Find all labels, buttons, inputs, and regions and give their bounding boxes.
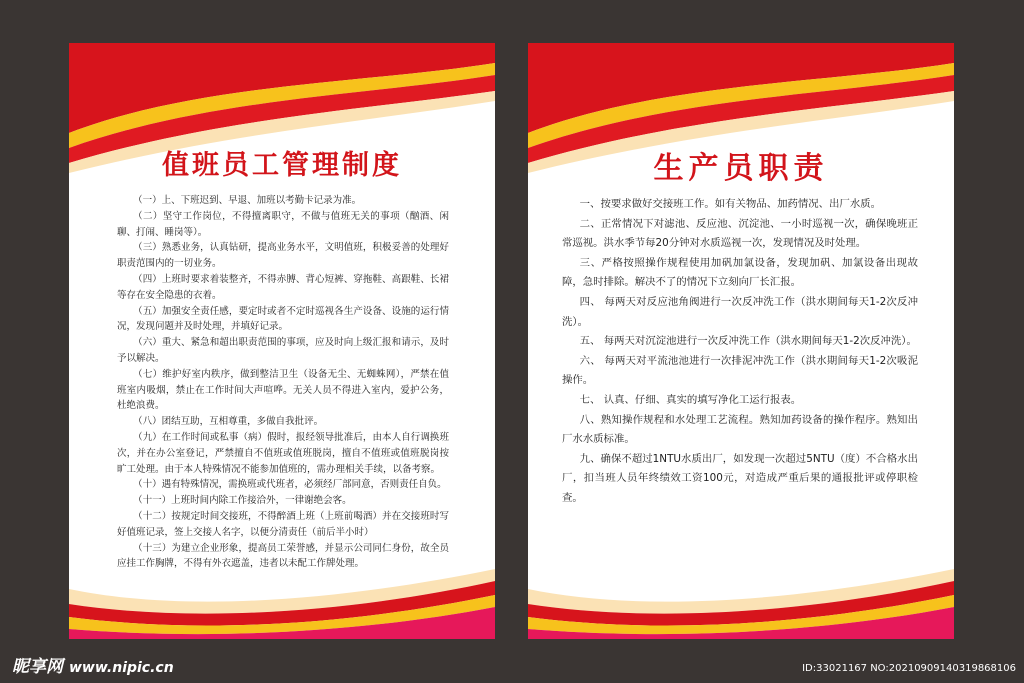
left-board-title: 值班员工管理制度: [162, 150, 402, 181]
left-paragraph: （八）团结互助，互相尊重，多做自我批评。: [133, 416, 324, 428]
right-paragraph: 八、熟知操作规程和水处理工艺流程。熟知加药设备的操作程序。熟知出厂水水质标准。: [562, 413, 918, 446]
right-paragraph: 五、 每两天对沉淀池进行一次反冲洗工作（洪水期间每天1-2次反冲洗）。: [579, 335, 917, 348]
watermark-logo: [12, 652, 174, 677]
left-paragraph: （四）上班时要求着装整齐，不得赤膊、背心短裤、穿拖鞋、高跟鞋、长裙等存在安全隐患的衣着。: [117, 273, 449, 301]
right-paragraph: 九、确保不超过1NTU水质出厂，如发现一次超过5NTU（度）不合格水出厂，扣当班人员年终绩效工资100元，对造成严重后果的通报批评或停职检查。: [562, 452, 918, 504]
right-paragraph: 七、 认真、仔细、真实的填写净化工运行报表。: [579, 393, 802, 406]
left-paragraph: （七）维护好室内秩序，做到整洁卫生（设备无尘、无蜘蛛网），严禁在值班室内吸烟，禁止在工作时间大声喧哗。无关人员不得进入室内，爱护公务，杜绝浪费。: [117, 368, 449, 412]
left-paragraph: （六）重大、紧急和超出职责范围的事项，应及时向上级汇报和请示，及时予以解决。: [117, 337, 449, 364]
left-paragraph: （九）在工作时间或私事（病）假时，报经领导批准后，由本人自行调换班次，并在办公室登记，严禁擅自不值班或值班脱岗，擅自不值班或值班脱岗按旷工处理。由于本人特殊情况不能参加值班的，需办理相关手续，以备考察。: [117, 431, 449, 475]
right-paragraph: 六、 每两天对平流池池进行一次排泥冲洗工作（洪水期间每天1-2次吸泥操作。: [562, 354, 918, 387]
right-paragraph: 二、正常情况下对滤池、反应池、沉淀池、一小时巡视一次，确保晚班正常巡视。洪水季节每20分钟对水质巡视一次，发现情况及时处理。: [562, 217, 918, 250]
left-paragraph: （一）上、下班迟到、早退、加班以考勤卡记录为准。: [133, 195, 362, 206]
left-paragraph: （二）坚守工作岗位，不得擅离职守，不做与值班无关的事项（酗酒、闲聊、打闹、睡岗等）。: [117, 210, 449, 238]
watermark-id: ID:33021167 NO:20210909140319868106: [802, 663, 1016, 674]
left-paragraph: （十二）按规定时间交接班，不得醉酒上班（上班前喝酒）并在交接班时写好值班记录，签上交接人名字，以便分清责任（前后半小时）: [117, 510, 449, 538]
left-paragraph: （十三）为建立企业形象，提高员工荣誉感，并显示公司同仁身份，故全员应挂工作胸牌，不得有外衣遮盖，违者以未配工作牌处理。: [117, 542, 449, 570]
left-paragraph: （十一）上班时间内除工作接洽外，一律谢绝会客。: [133, 495, 352, 507]
left-paragraph: （五）加强安全责任感，要定时或者不定时巡视各生产设备、设施的运行情况，发现问题并及时处理，并填好记录。: [117, 305, 449, 333]
right-paragraph: 一、按要求做好交接班工作。如有关物品、加药情况、出厂水质。: [579, 198, 881, 210]
right-board-body: [562, 195, 918, 509]
watermark-logo-text: 昵享网: [12, 657, 63, 677]
left-board: [69, 43, 495, 639]
bottom-wave-decoration: [528, 559, 954, 639]
right-paragraph: 三、严格按照操作规程使用加矾加氯设备，发现加矾、加氯设备出现故障，急时排除。解决不了的情况下立刻向厂长汇报。: [562, 256, 918, 289]
left-board-body: [117, 193, 449, 572]
bottom-wave-decoration: [69, 559, 495, 639]
right-board-title: 生产员职责: [653, 151, 829, 186]
right-paragraph: 四、 每两天对反应池角阀进行一次反冲洗工作（洪水期间每天1-2次反冲洗）。: [562, 295, 918, 328]
watermark-site: www.nipic.cn: [69, 660, 174, 676]
left-paragraph: （三）熟悉业务，认真钻研，提高业务水平，文明值班，积极妥善的处理好职责范围内的一切业务。: [117, 242, 449, 270]
right-board: [528, 43, 954, 639]
left-paragraph: （十）遇有特殊情况，需换班或代班者，必须经厂部同意，否则责任自负。: [133, 479, 447, 491]
